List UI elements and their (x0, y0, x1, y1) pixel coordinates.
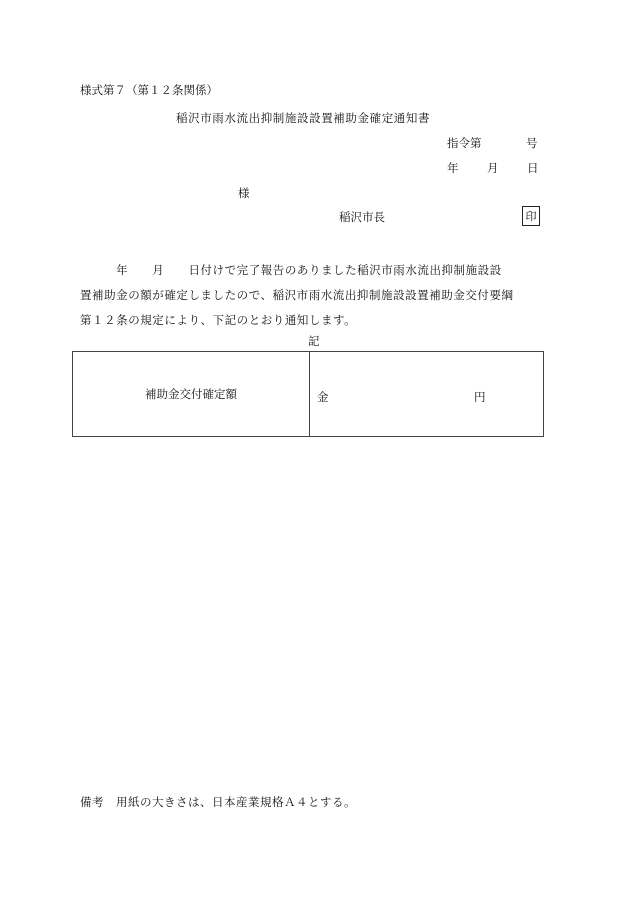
date-month-label: 月 (487, 161, 499, 175)
body-line-2: 置補助金の額が確定しましたので、稲沢市雨水流出抑制施設設置補助金交付要綱 (80, 288, 514, 302)
body-line-1: 年 月 日付けで完了報告のありました稲沢市雨水流出抑制施設設 (80, 263, 502, 277)
document-title: 稲沢市雨水流出抑制施設設置補助金確定通知書 (176, 111, 431, 125)
date-year-label: 年 (447, 161, 459, 175)
form-number: 様式第７（第１２条関係） (80, 83, 218, 97)
ki-heading: 記 (308, 334, 320, 348)
date-day-label: 日 (527, 161, 539, 175)
grant-amount-label-cell (73, 352, 310, 436)
grant-amount-table (72, 351, 544, 437)
seal-label: 印 (525, 209, 537, 223)
reference-number-suffix: 号 (526, 136, 538, 150)
body-line-3: 第１２条の規定により、下記のとおり通知します。 (80, 313, 357, 327)
body-paragraph (80, 258, 514, 333)
grant-amount-value-cell (310, 352, 543, 436)
recipient-suffix: 様 (238, 186, 250, 200)
amount-prefix: 金 (317, 390, 329, 404)
grant-amount-label: 補助金交付確定額 (145, 387, 237, 401)
issuer-name: 稲沢市長 (339, 210, 385, 224)
reference-number-label: 指令第 (447, 136, 482, 150)
footer-note: 備考 用紙の大きさは、日本産業規格Ａ４とする。 (80, 795, 356, 809)
seal-box (522, 206, 540, 226)
amount-unit: 円 (474, 390, 486, 404)
